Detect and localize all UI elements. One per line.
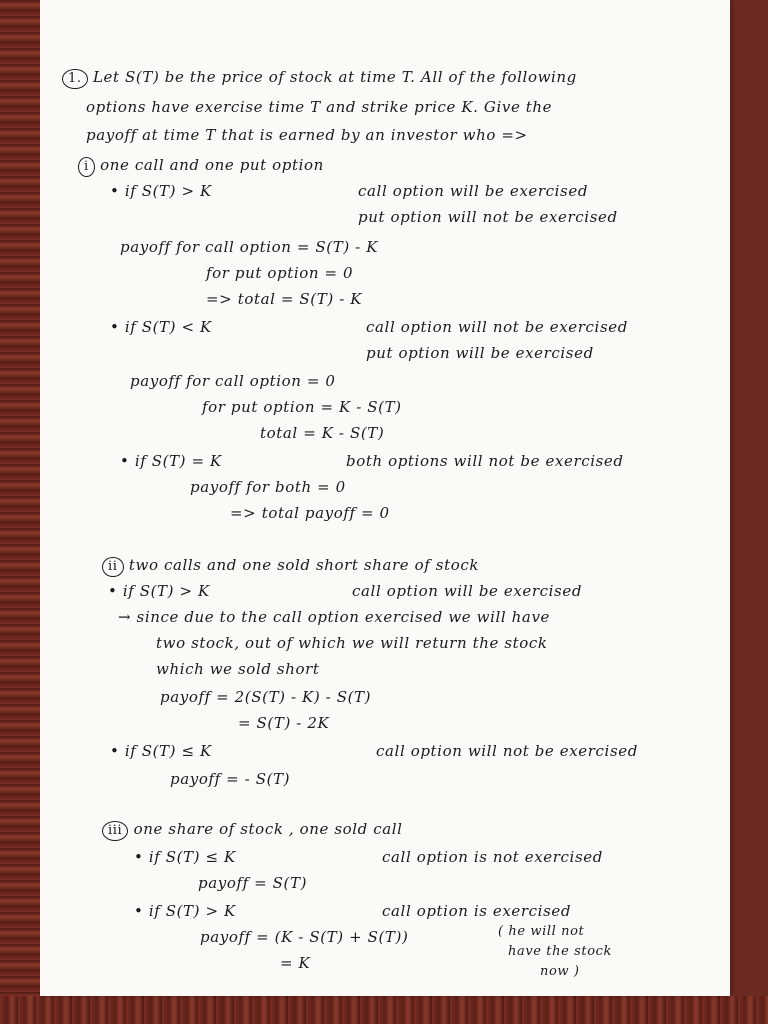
part-iii-case1-payoff: payoff = S(T) xyxy=(198,874,308,892)
part-i-header xyxy=(78,156,324,177)
part-iii-aside2: have the stock xyxy=(508,944,612,959)
part-iii-case2-condition: • if S(T) > K xyxy=(134,902,236,920)
part-iii-aside3: now ) xyxy=(540,964,580,979)
part-ii-explain1: → since due to the call option exercised we will have xyxy=(118,608,550,626)
part-i-case2-note2: put option will be exercised xyxy=(366,344,594,362)
part-i-case2-note1: call option will not be exercised xyxy=(366,318,628,336)
part-i-title: one call and one put option xyxy=(100,156,324,174)
part-i-case3-total: => total payoff = 0 xyxy=(230,504,390,522)
question-intro-1: Let S(T) be the price of stock at time T. All of the following xyxy=(92,68,577,86)
part-ii-payoff2: = S(T) - 2K xyxy=(238,714,330,732)
background-border-bottom xyxy=(0,996,768,1024)
part-ii-title: two calls and one sold short share of stock xyxy=(128,556,480,574)
question-intro-2: options have exercise time T and strike price K. Give the xyxy=(86,98,553,116)
part-iii-aside1: ( he will not xyxy=(498,924,585,939)
part-i-case2-payoff-put: for put option = K - S(T) xyxy=(202,398,402,416)
part-iii-case2-note: call option is exercised xyxy=(382,902,572,920)
part-ii-payoff1: payoff = 2(S(T) - K) - S(T) xyxy=(160,688,372,706)
part-i-case1-condition: • if S(T) > K xyxy=(110,182,212,200)
part-iii-header xyxy=(102,820,403,841)
part-ii-case2-note: call option will not be exercised xyxy=(376,742,638,760)
part-i-case3-payoff: payoff for both = 0 xyxy=(190,478,346,496)
part-ii-header xyxy=(102,556,479,577)
part-i-case1-note2: put option will not be exercised xyxy=(358,208,618,226)
part-ii-case1-condition: • if S(T) > K xyxy=(108,582,210,600)
handwritten-page xyxy=(40,0,730,996)
part-i-case1-total: => total = S(T) - K xyxy=(206,290,363,308)
part-i-case3-condition: • if S(T) = K xyxy=(120,452,222,470)
part-ii-marker: ii xyxy=(102,557,124,577)
question-header-line1 xyxy=(62,68,577,89)
part-ii-case1-note: call option will be exercised xyxy=(352,582,583,600)
part-i-case1-note1: call option will be exercised xyxy=(358,182,589,200)
part-iii-marker: iii xyxy=(102,821,128,841)
part-ii-explain2: two stock, out of which we will return the stock xyxy=(156,634,548,652)
part-iii-case1-condition: • if S(T) ≤ K xyxy=(134,848,236,866)
part-i-case3-note: both options will not be exercised xyxy=(346,452,624,470)
part-i-case1-payoff-call: payoff for call option = S(T) - K xyxy=(120,238,378,256)
part-ii-case2-payoff: payoff = - S(T) xyxy=(170,770,291,788)
part-iii-case2-payoff: payoff = (K - S(T) + S(T)) xyxy=(200,928,409,946)
part-i-case2-total: total = K - S(T) xyxy=(260,424,385,442)
question-intro-3: payoff at time T that is earned by an investor who => xyxy=(86,126,528,144)
background-border-left xyxy=(0,0,40,1024)
part-i-case2-payoff-call: payoff for call option = 0 xyxy=(130,372,336,390)
part-i-case2-condition: • if S(T) < K xyxy=(110,318,212,336)
part-ii-explain3: which we sold short xyxy=(156,660,320,678)
part-i-marker: i xyxy=(78,157,95,177)
part-iii-title: one share of stock , one sold call xyxy=(133,820,403,838)
part-ii-case2-condition: • if S(T) ≤ K xyxy=(110,742,212,760)
part-i-case1-payoff-put: for put option = 0 xyxy=(206,264,354,282)
part-iii-case2-result: = K xyxy=(280,954,311,972)
part-iii-case1-note: call option is not exercised xyxy=(382,848,603,866)
question-number: 1. xyxy=(62,69,88,89)
